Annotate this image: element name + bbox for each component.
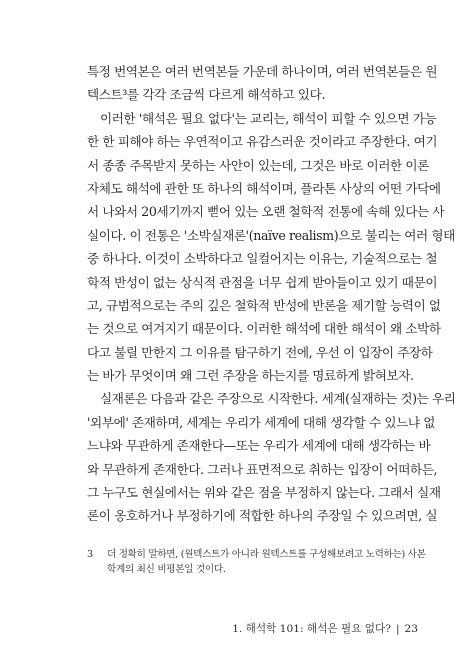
footnote-number: 3 (87, 549, 93, 560)
body-line: 론이 옹호하거나 부정하기에 적합한 하나의 주장일 수 있으려면, 실 (87, 508, 438, 524)
body-line: 그 누구도 현실에서는 위와 같은 점을 부정하지 않는다. 그래서 실재 (87, 485, 441, 501)
body-line: 느냐와 무관하게 존재한다—또는 우리가 세계에 대해 생각하는 바 (87, 438, 431, 454)
body-line: 서 종종 주목받지 못하는 사안이 있는데, 그것은 바로 이러한 이론 (87, 157, 429, 173)
body-line: 중 하나다. 이것이 소박하다고 일컬어지는 이유는, 기술적으로는 철 (87, 251, 438, 267)
body-line: 특정 번역본은 여러 번역본들 가운데 하나이며, 여러 번역본들은 원 (87, 64, 438, 79)
body-line: 자체도 해석에 관한 또 하나의 해석이며, 플라톤 사상의 어떤 가닥에 (87, 180, 441, 196)
body-line: 실재론은 다음과 같은 주장으로 시작한다. 세계(실재하는 것)는 우리 (100, 391, 456, 407)
footnote (87, 547, 426, 577)
body-line: 한 한 피해야 하는 우연적이고 유감스러운 것이라고 주장한다. 여기 (87, 134, 438, 150)
page-number: 23 (404, 623, 418, 635)
footer-separator: | (395, 623, 400, 635)
running-footer (232, 621, 418, 636)
footnote-line-1 (87, 547, 426, 562)
body-line: 는 것으로 여겨지기 때문이다. 이러한 해석에 대한 해석이 왜 소박하 (87, 321, 441, 337)
body-line: 실이다. 이 전통은 '소박실재론'(naïve realism)으로 불리는 여러 형태 (87, 227, 455, 243)
chapter-title: 1. 해석학 101: 해석은 필요 없다? (232, 623, 391, 635)
footnote-line-2: 학계의 최신 비평본일 것이다. (107, 564, 226, 575)
body-text (87, 60, 456, 528)
body-line: '외부에' 존재하며, 세계는 우리가 세계에 대해 생각할 수 있느냐 없 (87, 414, 436, 430)
body-line: 와 무관하게 존재한다. 그러나 표면적으로 취하는 입장이 어떠하든, (87, 461, 438, 477)
body-line: 텍스트³를 각각 조금씩 다르게 해석하고 있다. (87, 87, 326, 103)
body-line: 고, 규범적으로는 주의 깊은 철학적 반성에 반론을 제기할 능력이 없 (87, 297, 441, 313)
body-line: 이러한 '해석은 필요 없다'는 교리는, 해석이 피할 수 있으면 가능 (100, 110, 437, 126)
body-line: 학적 반성이 없는 상식적 관점을 너무 쉽게 받아들이고 있기 때문이 (87, 274, 438, 290)
footnote-text-1: 더 정확히 말하면, (원텍스트가 아니라 원텍스트를 구성해보려고 노력하는) 사본 (107, 549, 426, 560)
body-line: 다고 불릴 만한지 그 이유를 탐구하기 전에, 우선 이 입장이 주장하 (87, 344, 433, 360)
body-line: 서 나와서 20세기까지 뻗어 있는 오랜 철학적 전통에 속해 있다는 사 (87, 204, 445, 220)
body-line: 는 바가 무엇이며 왜 그런 주장을 하는지를 명료하게 밝혀보자. (87, 368, 414, 384)
